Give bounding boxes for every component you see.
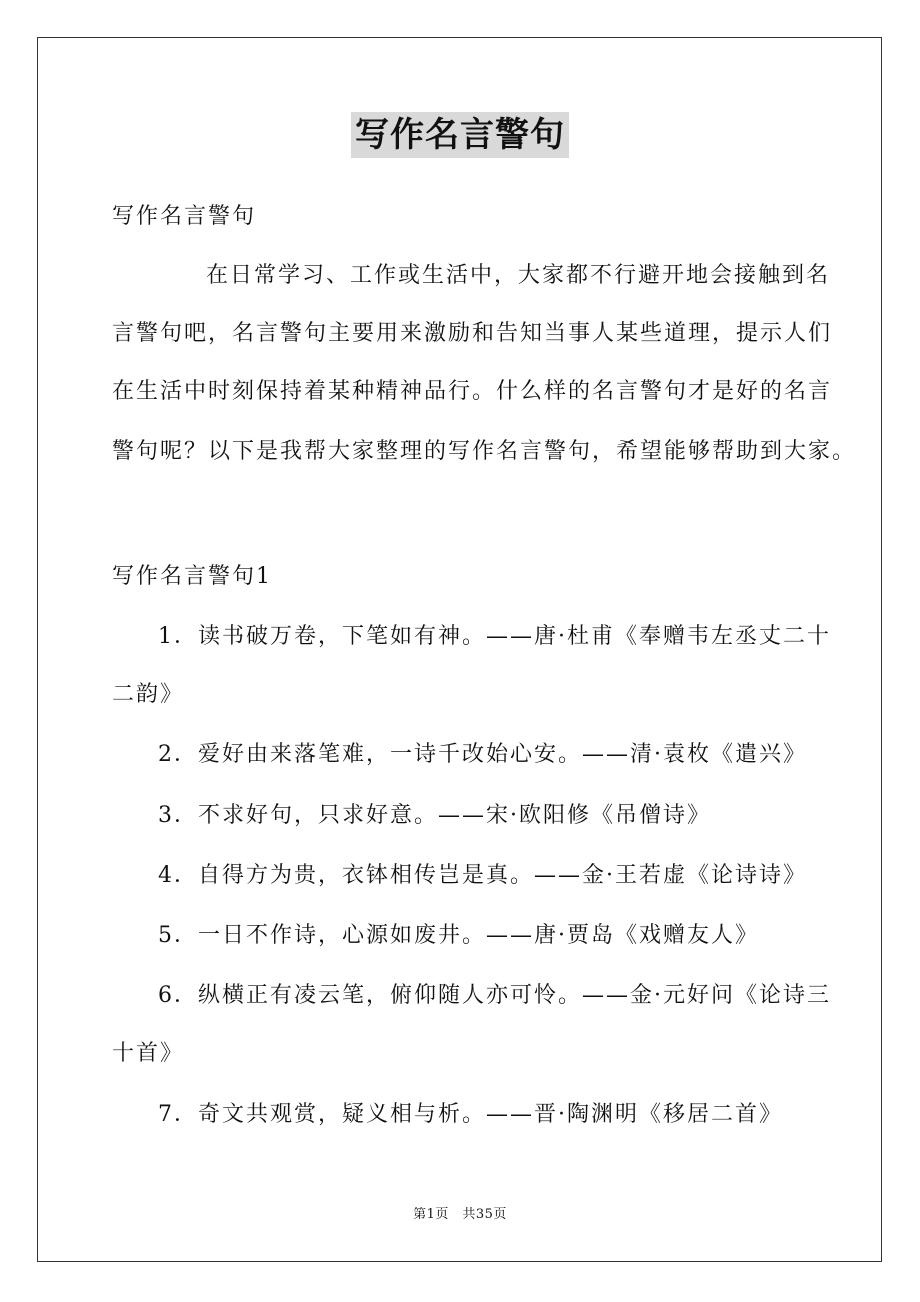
quote-line: 6．纵横正有凌云笔，俯仰随人亦可怜。——金·元好问《论诗三 [158, 983, 831, 1008]
quote-line: 7．奇文共观赏，疑义相与析。——晋·陶渊明《移居二首》 [158, 1102, 783, 1127]
quote-line: 二韵》 [112, 682, 185, 707]
document-title-text: 写作名言警句 [351, 112, 569, 158]
subtitle: 写作名言警句 [112, 204, 257, 229]
document-title [0, 112, 920, 158]
quote-line: 5．一日不作诗，心源如废井。——唐·贾岛《戏赠友人》 [158, 923, 759, 948]
quote-line: 十首》 [112, 1041, 185, 1066]
quote-line: 3．不求好句，只求好意。——宋·欧阳修《吊僧诗》 [158, 803, 711, 828]
quote-line: 4．自得方为贵，衣钵相传岂是真。——金·王若虚《论诗诗》 [158, 863, 807, 888]
intro-line: 警句呢？以下是我帮大家整理的写作名言警句，希望能够帮助到大家。 [112, 439, 857, 464]
quote-line: 1．读书破万卷，下笔如有神。——唐·杜甫《奉赠韦左丞丈二十 [158, 624, 831, 649]
intro-line: 在日常学习、工作或生活中，大家都不行避开地会接触到名 [206, 263, 831, 288]
intro-line: 在生活中时刻保持着某种精神品行。什么样的名言警句才是好的名言 [112, 379, 833, 404]
page-footer: 第1页 共35页 [413, 1207, 507, 1222]
quote-line: 2．爱好由来落笔难，一诗千改始心安。——清·袁枚《遣兴》 [158, 742, 807, 767]
section-heading: 写作名言警句1 [112, 564, 272, 589]
intro-line: 言警句吧，名言警句主要用来激励和告知当事人某些道理，提示人们 [112, 321, 833, 346]
